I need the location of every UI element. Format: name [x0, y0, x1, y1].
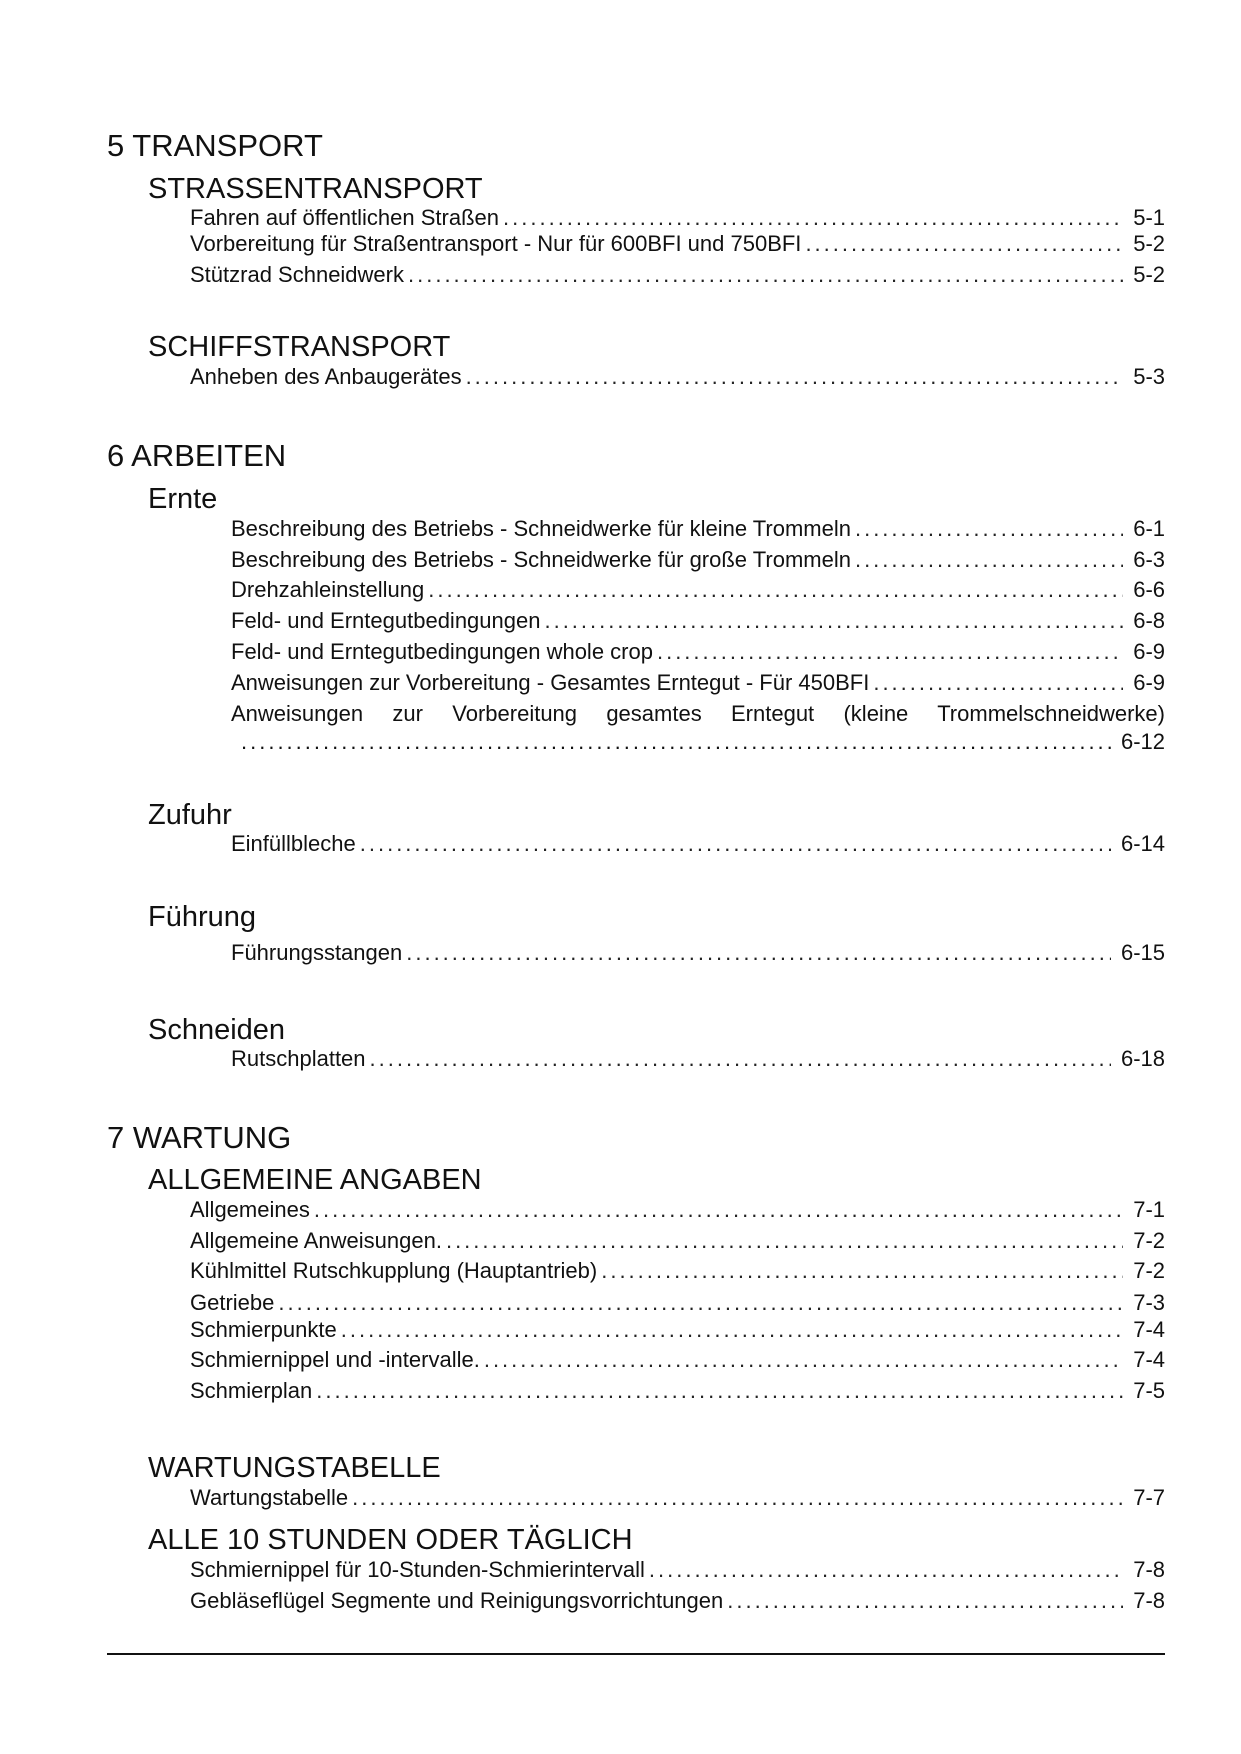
page-number: 6-3 [1133, 547, 1165, 572]
toc-entry[interactable] [190, 1289, 1165, 1317]
page-number: 5-3 [1133, 364, 1165, 389]
toc-entry[interactable] [231, 638, 1165, 666]
dot-leader [601, 1257, 1123, 1285]
toc-entry[interactable] [190, 1257, 1165, 1285]
entry-title: Allgemeine Anweisungen. [190, 1228, 442, 1253]
chapter-heading: 6 ARBEITEN [107, 438, 287, 473]
dot-leader [727, 1587, 1123, 1615]
toc-entry[interactable] [190, 1587, 1165, 1615]
section-heading: WARTUNGSTABELLE [148, 1452, 441, 1484]
page-number: 7-4 [1133, 1317, 1165, 1342]
dot-leader [466, 363, 1124, 391]
dot-leader [314, 1196, 1123, 1224]
dot-leader [370, 1045, 1111, 1073]
toc-entry[interactable] [231, 515, 1165, 543]
section-heading: Zufuhr [148, 799, 232, 831]
section-heading: Schneiden [148, 1014, 286, 1046]
toc-entry[interactable] [231, 1045, 1165, 1073]
page-number: 6-14 [1120, 831, 1165, 856]
entry-title: Getriebe [190, 1290, 275, 1315]
dot-leader [241, 728, 1111, 756]
toc-entry[interactable] [190, 230, 1165, 258]
dot-leader [428, 576, 1123, 604]
entry-title: Fahren auf öffentlichen Straßen [190, 205, 500, 230]
toc-entry[interactable] [231, 830, 1165, 858]
dot-leader [805, 230, 1123, 258]
entry-title: Allgemeines [190, 1197, 310, 1222]
dot-leader [360, 830, 1111, 858]
page-number: 5-1 [1133, 205, 1165, 230]
toc-entry[interactable] [190, 1346, 1165, 1374]
dot-leader [855, 546, 1123, 574]
toc-entry[interactable] [190, 1227, 1165, 1255]
entry-title: Anheben des Anbaugerätes [190, 364, 462, 389]
dot-leader [278, 1289, 1123, 1317]
entry-title: Wartungstabelle [190, 1485, 349, 1510]
page-number: 7-7 [1133, 1485, 1165, 1510]
toc-entry[interactable] [231, 700, 1165, 756]
chapter-heading: 5 TRANSPORT [107, 128, 323, 163]
footer-rule [107, 1653, 1165, 1655]
page-number: 7-3 [1133, 1290, 1165, 1315]
entry-title: Anweisungen zur Vorbereitung gesamtes Erntegut (kleine Trommelschneidwerke) [231, 701, 1165, 726]
entry-title: Schmiernippel für 10-Stunden-Schmierintervall [190, 1557, 645, 1582]
dot-leader [873, 669, 1123, 697]
toc-entry[interactable] [190, 363, 1165, 391]
entry-title: Anweisungen zur Vorbereitung - Gesamtes Erntegut - Für 450BFI [231, 670, 870, 695]
entry-title: Feld- und Erntegutbedingungen whole crop [231, 639, 653, 664]
entry-title: Kühlmittel Rutschkupplung (Hauptantrieb) [190, 1258, 598, 1283]
page-number: 7-4 [1133, 1347, 1165, 1372]
toc-entry[interactable] [190, 261, 1165, 289]
dot-leader [316, 1377, 1123, 1405]
dot-leader [406, 939, 1111, 967]
entry-title: Schmiernippel und -intervalle. [190, 1347, 480, 1372]
entry-title: Schmierplan [190, 1378, 313, 1403]
page-number: 7-2 [1133, 1228, 1165, 1253]
page-number: 5-2 [1133, 231, 1165, 256]
page-number: 6-18 [1120, 1046, 1165, 1071]
toc-entry[interactable] [190, 1316, 1165, 1344]
entry-title: Rutschplatten [231, 1046, 366, 1071]
toc-entry[interactable] [231, 939, 1165, 967]
page-number: 6-12 [1120, 729, 1165, 754]
toc-entry[interactable] [190, 1377, 1165, 1405]
dot-leader [503, 204, 1123, 232]
entry-title: Feld- und Erntegutbedingungen [231, 608, 541, 633]
dot-leader [446, 1227, 1123, 1255]
section-heading: Ernte [148, 483, 218, 515]
dot-leader [408, 261, 1123, 289]
page-number: 7-8 [1133, 1557, 1165, 1582]
entry-title: Stützrad Schneidwerk [190, 262, 404, 287]
section-heading: ALLE 10 STUNDEN ODER TÄGLICH [148, 1524, 633, 1556]
section-heading: Führung [148, 901, 257, 933]
page-number: 6-9 [1133, 670, 1165, 695]
dot-leader [484, 1346, 1123, 1374]
toc-entry[interactable] [231, 607, 1165, 635]
page-number: 6-8 [1133, 608, 1165, 633]
entry-title: Beschreibung des Betriebs - Schneidwerke für kleine Trommeln [231, 516, 851, 541]
section-heading: ALLGEMEINE ANGABEN [148, 1164, 482, 1196]
toc-entry[interactable] [231, 576, 1165, 604]
entry-title: Führungsstangen [231, 940, 403, 965]
toc-entry[interactable] [190, 204, 1165, 232]
chapter-heading: 7 WARTUNG [107, 1120, 292, 1155]
dot-leader [657, 638, 1123, 666]
dot-leader [341, 1316, 1123, 1344]
section-heading: STRASSENTRANSPORT [148, 173, 483, 205]
dot-leader [649, 1556, 1123, 1584]
section-heading: SCHIFFSTRANSPORT [148, 331, 451, 363]
entry-title: Schmierpunkte [190, 1317, 337, 1342]
toc-entry[interactable] [190, 1196, 1165, 1224]
page-number: 6-1 [1133, 516, 1165, 541]
toc-entry[interactable] [190, 1484, 1165, 1512]
toc-entry[interactable] [231, 546, 1165, 574]
entry-title: Beschreibung des Betriebs - Schneidwerke für große Trommeln [231, 547, 851, 572]
page-number: 6-15 [1120, 940, 1165, 965]
page-number: 5-2 [1133, 262, 1165, 287]
entry-title: Gebläseflügel Segmente und Reinigungsvorrichtungen [190, 1588, 724, 1613]
page-number: 7-2 [1133, 1258, 1165, 1283]
entry-title: Vorbereitung für Straßentransport - Nur für 600BFI und 750BFI [190, 231, 802, 256]
toc-entry[interactable] [190, 1556, 1165, 1584]
page-number: 6-9 [1133, 639, 1165, 664]
toc-entry[interactable] [231, 669, 1165, 697]
dot-leader [544, 607, 1123, 635]
page-number: 7-5 [1133, 1378, 1165, 1403]
entry-title: Einfüllbleche [231, 831, 356, 856]
entry-title: Drehzahleinstellung [231, 577, 425, 602]
dot-leader [855, 515, 1123, 543]
page-number: 6-6 [1133, 577, 1165, 602]
dot-leader [352, 1484, 1123, 1512]
entry-tail [231, 728, 1165, 756]
page-number: 7-8 [1133, 1588, 1165, 1613]
page-number: 7-1 [1133, 1197, 1165, 1222]
